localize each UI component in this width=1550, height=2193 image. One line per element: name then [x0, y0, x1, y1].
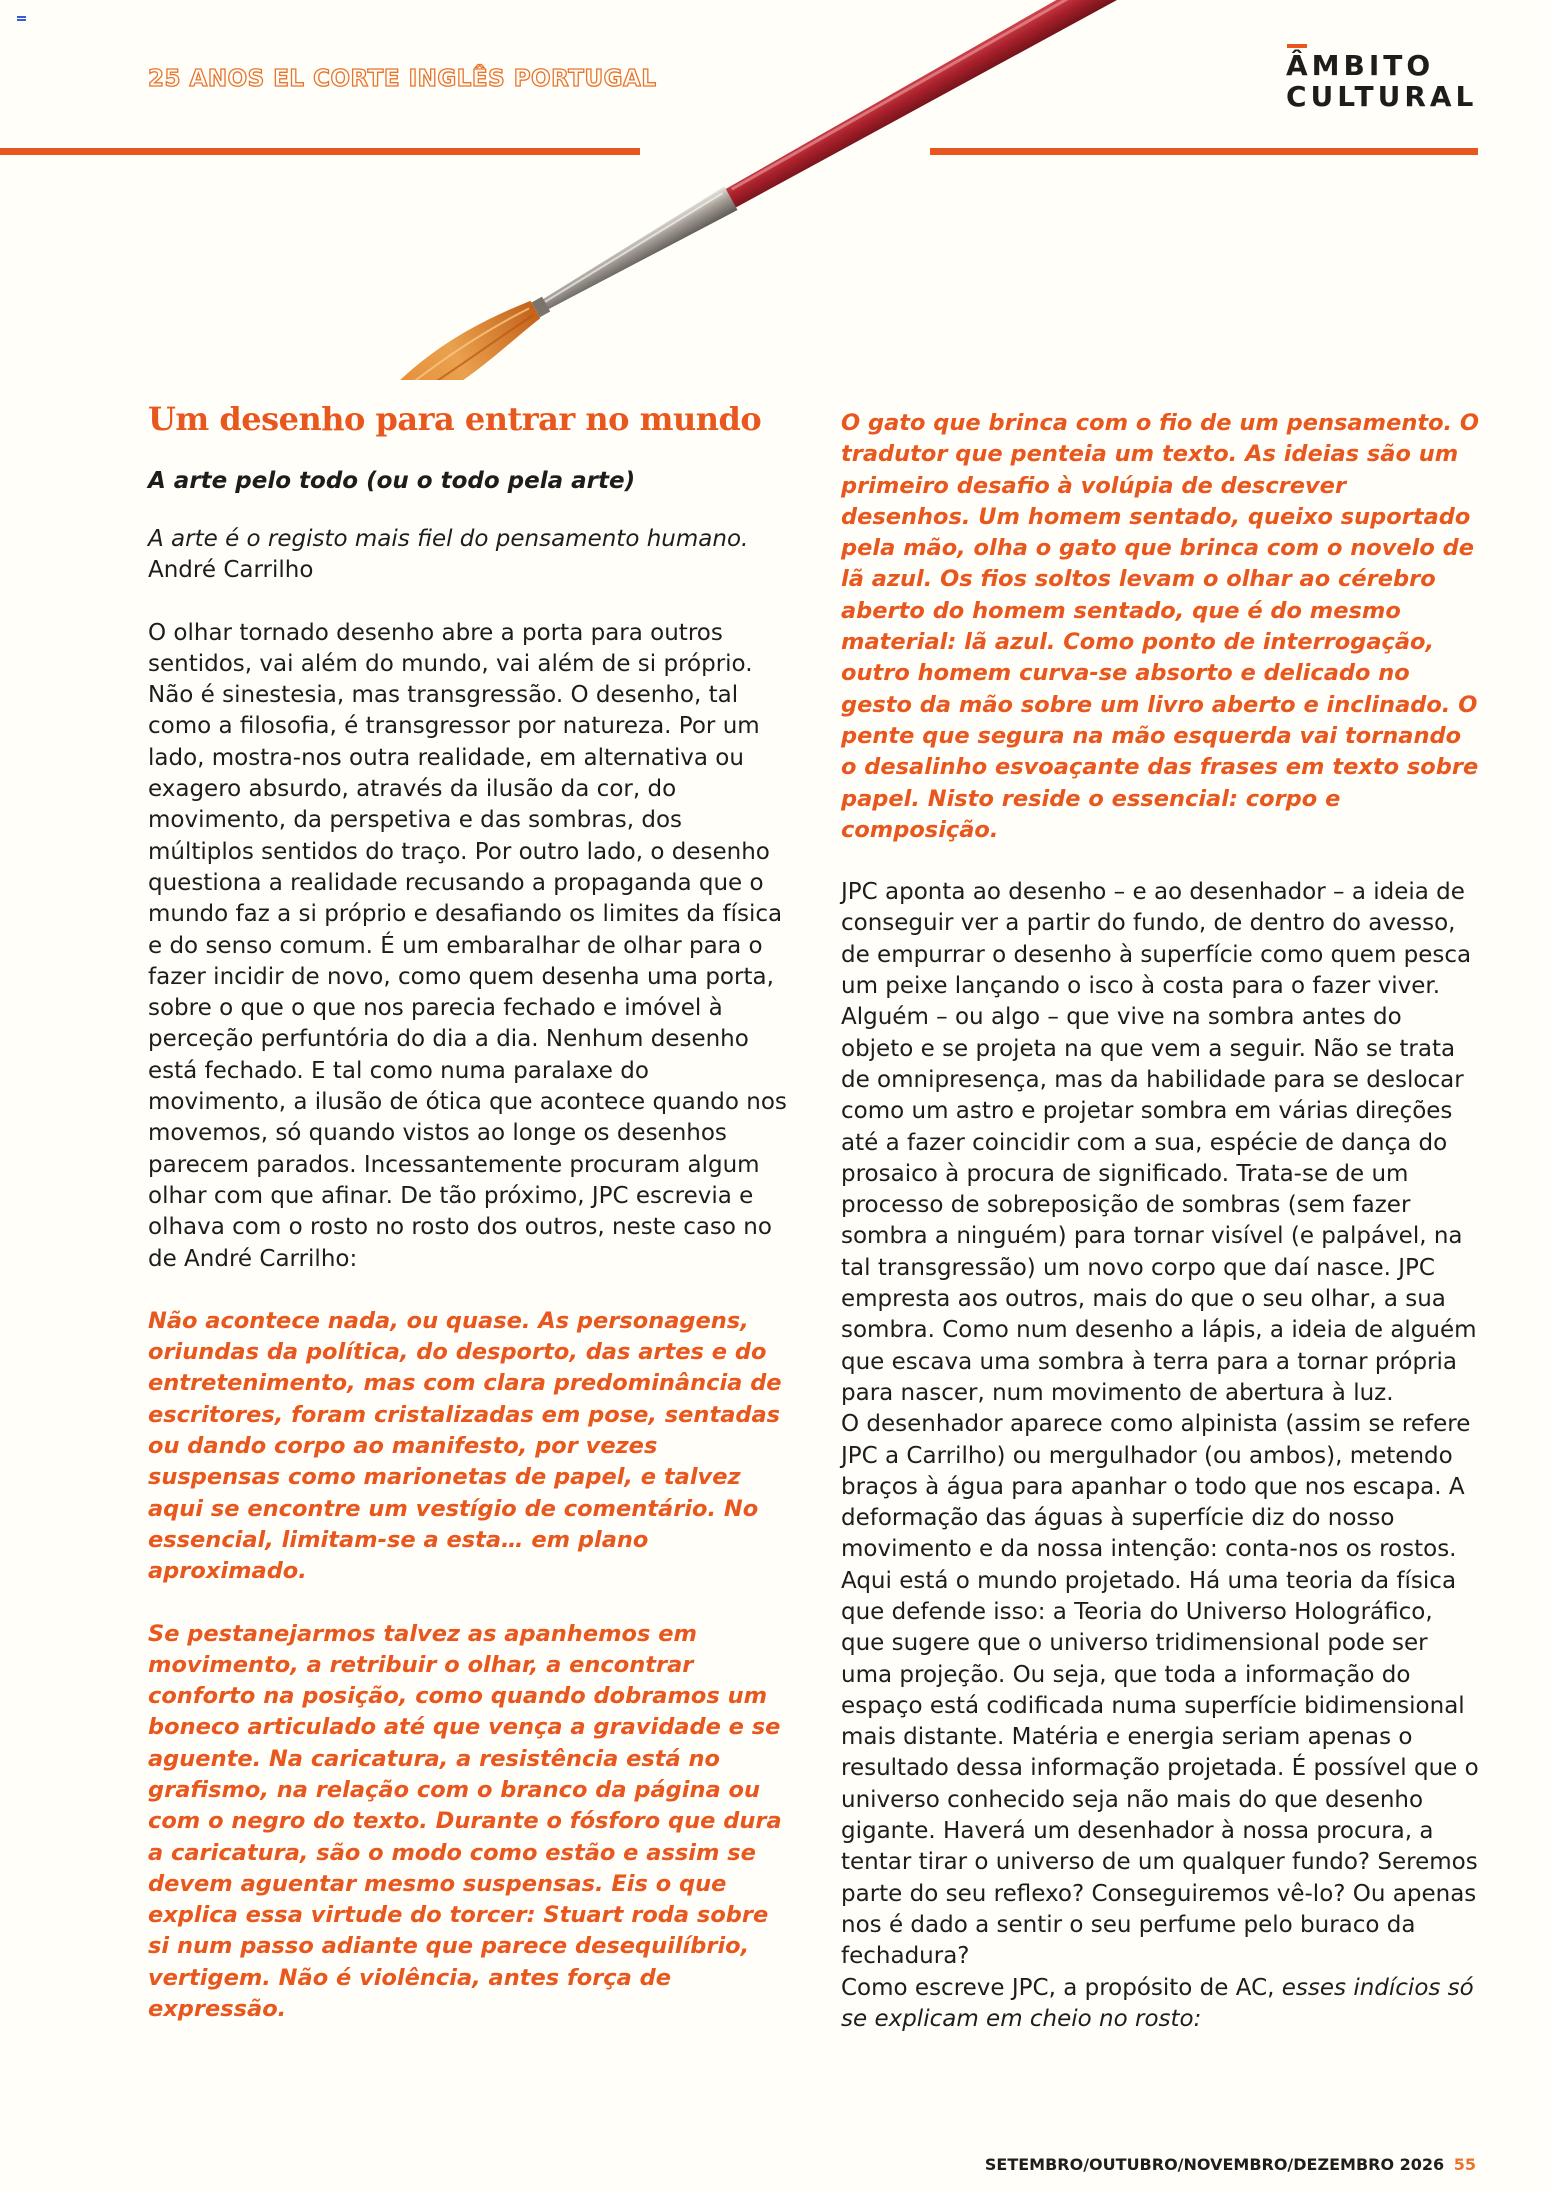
- body-paragraph-2: JPC aponta ao desenho – e ao desenhador – a ideia de conseguir ver a partir do fundo, de dentro do avesso, de empurrar o desenho à superfície como quem pesca um peixe lançando o isco à costa para o fazer viver. Alguém – ou algo – que vive na sombra antes do objeto e se projeta na que vem a seguir. Não se trata de omnipresença, mas da habilidade para se deslocar como um astro e projetar sombra em várias direções até a fazer coincidir com a sua, espécie de dança do prosaico à procura de significado. Trata-se de um processo de sobreposição de sombras (sem fazer sombra a ninguém) para tornar visível (e palpável, na tal transgressão) um novo corpo que daí nasce. JPC empresta aos outros, mais do que o seu olhar, a sua sombra. Como num desenho a lápis, a ideia de alguém que escava uma sombra à terra para a tornar própria para nascer, num movimento de abertura à luz.: [841, 879, 1477, 1406]
- body-paragraph-3: O desenhador aparece como alpinista (assim se refere JPC a Carrilho) ou mergulhador (ou ambos), metendo braços à água para apanhar o todo que nos escapa. A deformação das águas à superfície diz do nosso movimento e da nossa intenção: conta-nos os rostos. Aqui está o mundo projetado. Há uma teoria da física que defende isso: a Teoria do Universo Holográfico, que sugere que o universo tridimensional pode ser uma projeção. Ou seja, que toda a informação do espaço está codificada numa superfície bidimensional mais distante. Matéria e energia seriam apenas o resultado dessa informação projetada. É possível que o universo conhecido seja não mais do que desenho gigante. Haverá um desenhador à nossa procura, a tentar tirar o universo de um qualquer fundo? Seremos parte do seu reflexo? Conseguiremos vê-lo? Ou apenas nos é dado a sentir o seu perfume pelo buraco da fechadura?: [841, 1411, 1479, 1970]
- header-title: 25 ANOS EL CORTE INGLÊS PORTUGAL: [148, 66, 657, 92]
- article-subtitle: A arte pelo todo (ou o todo pela arte): [148, 468, 636, 494]
- page-footer: [985, 2155, 1476, 2174]
- epigraph-quote: A arte é o registo mais fiel do pensamento humano.: [148, 526, 749, 552]
- brand-logo: [1286, 50, 1477, 112]
- paintbrush-illustration: [255, 0, 1255, 380]
- body-paragraph-4-italic: esses indícios só se explicam em cheio no rosto:: [841, 1974, 1474, 2032]
- pull-quote-3: O gato que brinca com o fio de um pensamento. O tradutor que penteia um texto. As ideias são um primeiro desafio à volúpia de descrever desenhos. Um homem sentado, queixo suportado pela mão, olha o gato que brinca com o novelo de lã azul. Os fios soltos levam o olhar ao cérebro aberto do homem sentado, que é do mesmo material: lã azul. Como ponto de interrogação, outro homem curva-se absorto e delicado no gesto da mão sobre um livro aberto e inclinado. O pente que segura na mão esquerda vai tornando o desalinho esvoaçante das frases em texto sobre papel. Nisto reside o essencial: corpo e composição.: [841, 410, 1480, 843]
- epigraph-author: André Carrilho: [148, 557, 314, 584]
- menu-icon[interactable]: [17, 16, 26, 24]
- body-paragraph-1: O olhar tornado desenho abre a porta para outros sentidos, vai além do mundo, vai além de si próprio. Não é sinestesia, mas transgressão. O desenho, tal como a filosofia, é transgressor por natureza. Por um lado, mostra-nos outra realidade, em alternativa ou exagero absurdo, através da ilusão da cor, do movimento, da perspetiva e das sombras, dos múltiplos sentidos do traço. Por outro lado, o desenho questiona a realidade recusando a propaganda que o mundo faz a si próprio e desafiando os limites da física e do senso comum. É um embaralhar de olhar para o fazer incidir de novo, como quem desenha uma porta, sobre o que o que nos parecia fechado e imóvel à perceção perfuntória do dia a dia. Nenhum desenho está fechado. E tal como numa paralaxe do movimento, a ilusão de ótica que acontece quando nos movemos, só quando vistos ao longe os desenhos parecem parados. Incessantemente procuram algum olhar com que afinar. De tão próximo, JPC escrevia e olhava com o rosto no rosto dos outros, neste caso no de André Carrilho:: [148, 619, 787, 1272]
- issue-date: SETEMBRO/OUTUBRO/NOVEMBRO/DEZEMBRO 2026: [984, 2155, 1445, 2174]
- epigraph: [148, 524, 788, 587]
- article-title: Um desenho para entrar no mundo: [148, 400, 762, 438]
- page-number: 55: [1453, 2155, 1476, 2174]
- brand-accent-bar: [1287, 44, 1307, 48]
- article-left-column: [148, 400, 788, 2025]
- article-right-column: [841, 408, 1481, 2035]
- body-paragraph-4-text: Como escreve JPC, a propósito de AC,: [841, 1974, 1282, 2001]
- body-paragraph-4: [841, 1973, 1481, 2036]
- pull-quote-2: Se pestanejarmos talvez as apanhemos em movimento, a retribuir o olhar, a encontrar conforto na posição, como quando dobramos um boneco articulado até que vença a gravidade e se aguente. Na caricatura, a resistência está no grafismo, na relação com o branco da página ou com o negro do texto. Durante o fósforo que dura a caricatura, são o modo como estão e assim se devem aguentar mesmo suspensas. Eis o que explica essa virtude do torcer: Stuart roda sobre si num passo adiante que parece desequilíbrio, vertigem. Não é violência, antes força de expressão.: [148, 1620, 782, 2023]
- brand-line-1: ÂMBITO: [1286, 49, 1435, 82]
- pull-quote-1: Não acontece nada, ou quase. As personagens, oriundas da política, do desporto, das artes e do entretenimento, mas com clara predominância de escritores, foram cristalizadas em pose, sentadas ou dando corpo ao manifesto, por vezes suspensas como marionetas de papel, e talvez aqui se encontre um vestígio de comentário. No essencial, limitam-se a esta… em plano aproximado.: [148, 1307, 782, 1585]
- brand-line-2: CULTURAL: [1286, 80, 1478, 113]
